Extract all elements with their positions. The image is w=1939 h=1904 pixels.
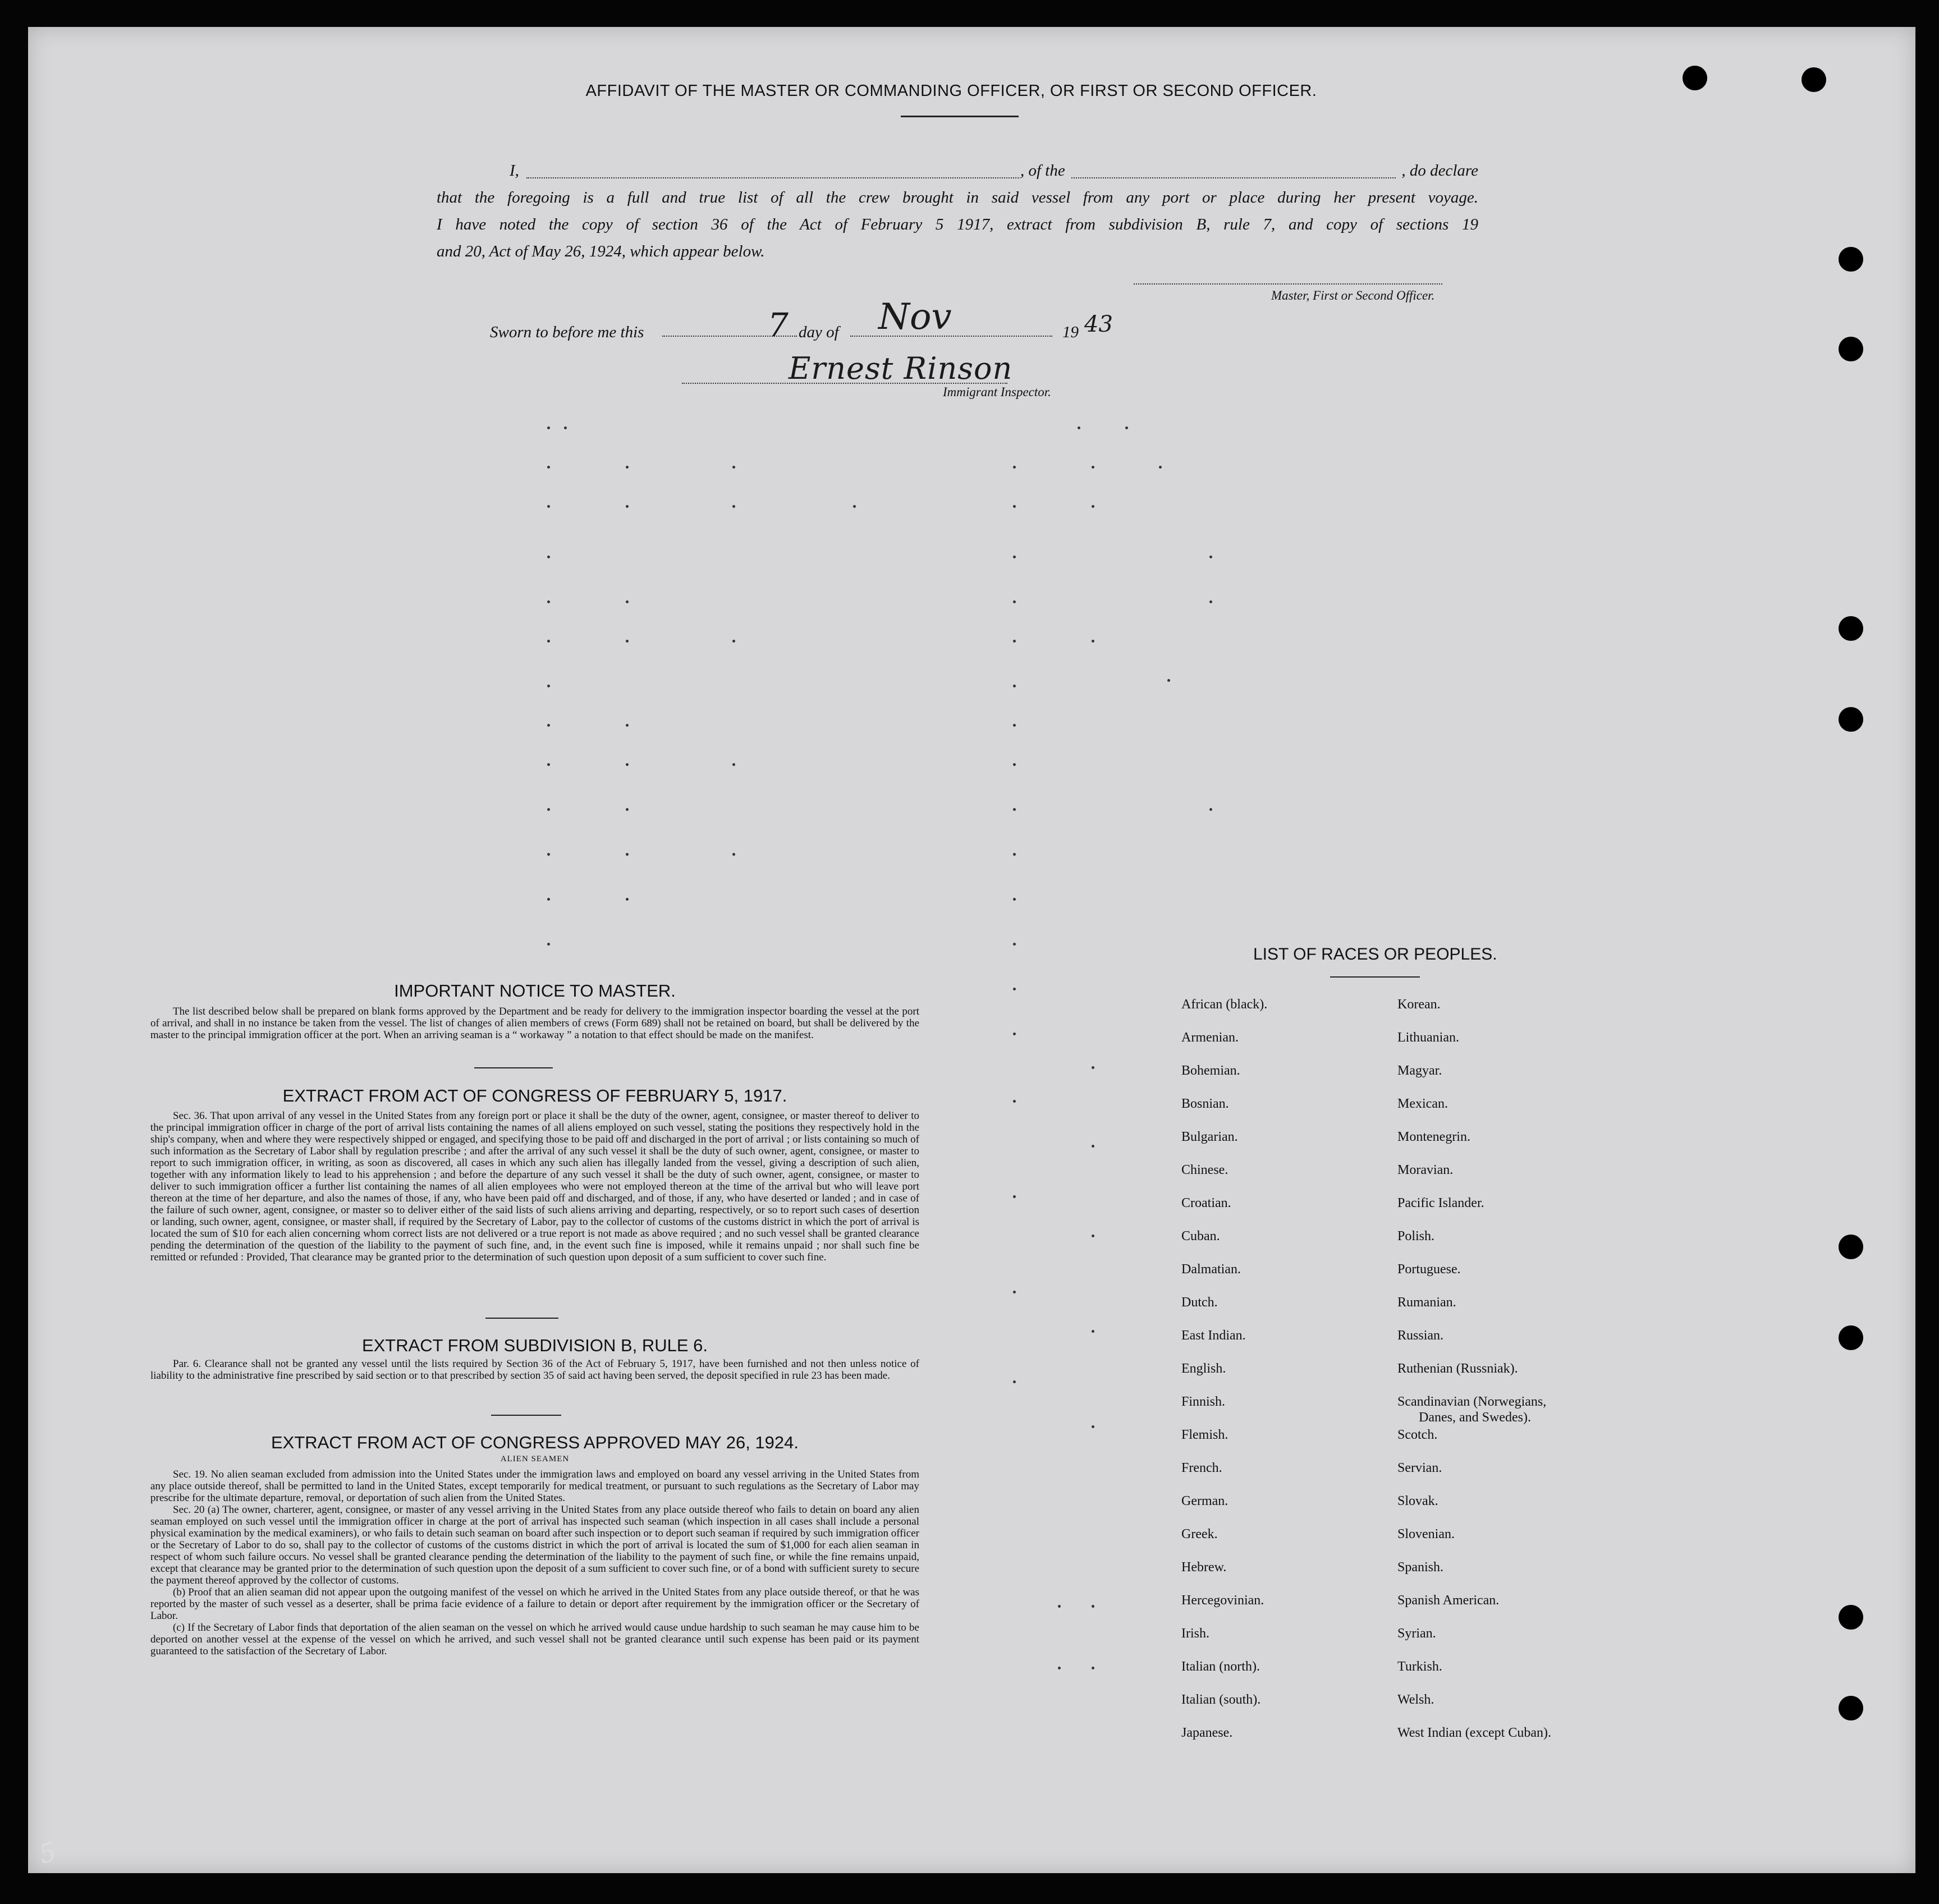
print-dot bbox=[732, 466, 735, 469]
print-dot bbox=[1013, 640, 1016, 643]
binder-hole-icon bbox=[1839, 1325, 1863, 1350]
race-item: Montenegrin. bbox=[1397, 1130, 1470, 1144]
race-item: Armenian. bbox=[1181, 1030, 1239, 1045]
print-dot bbox=[547, 943, 550, 946]
print-dot bbox=[1125, 426, 1128, 429]
race-item: Japanese. bbox=[1181, 1726, 1233, 1740]
declaration-line-3: I have noted the copy of section 36 of the Act of February 5 1917, extract from subdivision B, rule 7, and copy of sections 19 bbox=[437, 215, 1478, 233]
binder-hole-icon bbox=[1683, 66, 1707, 90]
race-item: French. bbox=[1181, 1461, 1222, 1475]
print-dot bbox=[1013, 1195, 1016, 1198]
print-dot bbox=[1013, 943, 1016, 946]
print-dot bbox=[626, 808, 629, 811]
sworn-month-handwritten: Nov bbox=[878, 296, 952, 338]
race-item: Spanish American. bbox=[1397, 1593, 1500, 1608]
print-dot bbox=[1092, 1235, 1094, 1237]
print-dot bbox=[1092, 1667, 1094, 1669]
race-item: German. bbox=[1181, 1494, 1229, 1508]
extract-1917-body: Sec. 36. That upon arrival of any vessel in the United States from any foreign port or place it shall be the duty of the owner, agent, consignee, or master thereof to deliver to the principal immigration officer in charge of the port of arrival lists containing the names of all aliens employed on such vessel, stating the positions they respectively hold in the ship's company, when and where they were respectively shipped or engaged, and specifying those to be paid off and discharged in the port of arrival ; or lists containing so much of such information as the Secretary of Labor shall by regulation prescribe ; and after the arrival of any such vessel it shall be the duty of such owner, agent, consignee, or master to report to such immigration officer, in writing, as soon as discovered, all cases in which any such alien has illegally landed from the vessel, giving a description of such alien, together with any information likely to lead to his apprehension ; and before the departure of any such vessel it shall be the duty of such owner, agent, consignee, or master to deliver to such immigration officer a further list containing the names of all alien employees who were not employed thereon at the time of the arrival but who will leave port thereon at the time of her departure, and also the names of those, if any, who have been paid off and discharged, and of those, if any, who have deserted or landed ; and in case of the failure of such owner, agent, consignee, or master so to deliver either of the said lists of such aliens arriving and departing, respectively, or so to report such cases of desertion or landing, such owner, agent, consignee, or master shall, if required by the Secretary of Labor, pay to the collector of customs of the customs district in which the port of arrival is located the sum of $10 for each alien concerning whom correct lists are not delivered or a true report is not made as above required ; and no such vessel shall be granted clearance pending the determination of the question of the liability to the payment of such fine, and, in the event such fine is imposed, while it remains unpaid ; nor shall such fine be remitted or refunded : Provided, That clearance may be granted prior to the determination of such question upon deposit of a sum sufficient to cover such fine. bbox=[150, 1110, 919, 1263]
race-item: Dutch. bbox=[1181, 1295, 1218, 1310]
print-dot bbox=[1209, 808, 1212, 811]
print-dot bbox=[732, 640, 735, 643]
race-item: Magyar. bbox=[1397, 1063, 1442, 1078]
print-dot bbox=[626, 640, 629, 643]
print-dot bbox=[547, 763, 550, 766]
race-item: Syrian. bbox=[1397, 1626, 1436, 1641]
race-item: Welsh. bbox=[1397, 1692, 1434, 1707]
section-20a: Sec. 20 (a) The owner, charterer, agent, consignee, or master of any vessel arriving in the United States from any place outside thereof who fails to detain on board any alien seaman employed on such vessel until the immigration officer in charge at the port of arrival has inspected such seaman (which inspection in all cases shall include a personal physical examination by the medical examiners), or who fails to detain such seaman on board after such inspection or to deport such seaman if required by such immigration officer or the Secretary of Labor to do so, shall pay to the collector of customs of the customs district in which the port of arrival is located the sum of $1,000 for each alien seaman in respect of whom such failure occurs. No vessel shall be granted clearance pending the determination of the liability to the payment of such fine, or while the fine remains unpaid, except that clearance may be granted prior to the determination of such question upon the deposit of a sum sufficient to cover such fine, or of a bond with sufficient surety to secure the payment thereof approved by the collector of customs. bbox=[150, 1504, 919, 1586]
binder-hole-icon bbox=[1802, 67, 1826, 92]
print-dot bbox=[1159, 466, 1162, 469]
print-dot bbox=[1092, 640, 1094, 643]
race-item: Scotch. bbox=[1397, 1428, 1438, 1442]
race-item: Bulgarian. bbox=[1181, 1130, 1238, 1144]
print-dot bbox=[1209, 600, 1212, 603]
margin-mark: 5 bbox=[35, 1836, 59, 1870]
race-item: Slovak. bbox=[1397, 1494, 1438, 1508]
race-item: Polish. bbox=[1397, 1229, 1435, 1244]
race-item: West Indian (except Cuban). bbox=[1397, 1726, 1551, 1740]
race-item: Hercegovinian. bbox=[1181, 1593, 1264, 1608]
subdivision-b-title: EXTRACT FROM SUBDIVISION B, RULE 6. bbox=[361, 1336, 708, 1355]
print-dot bbox=[732, 505, 735, 508]
print-dot bbox=[1058, 1605, 1061, 1608]
alien-seamen-subtitle: ALIEN SEAMEN bbox=[500, 1455, 570, 1463]
print-dot bbox=[1013, 1033, 1016, 1035]
affidavit-title: AFFIDAVIT OF THE MASTER OR COMMANDING OFFICER, OR FIRST OR SECOND OFFICER. bbox=[585, 82, 1317, 100]
race-item: Dalmatian. bbox=[1181, 1262, 1241, 1277]
race-item: Lithuanian. bbox=[1397, 1030, 1459, 1045]
extract-1924-title: EXTRACT FROM ACT OF CONGRESS APPROVED MAY 26, 1924. bbox=[271, 1433, 799, 1452]
master-signature-line bbox=[1134, 283, 1442, 285]
print-dot bbox=[547, 556, 550, 558]
race-item: Moravian. bbox=[1397, 1163, 1454, 1177]
race-item: Croatian. bbox=[1181, 1196, 1231, 1210]
print-dot bbox=[1013, 1100, 1016, 1103]
print-dot bbox=[547, 808, 550, 811]
print-dot bbox=[1092, 1605, 1094, 1608]
print-dot bbox=[547, 640, 550, 643]
race-item: Portuguese. bbox=[1397, 1262, 1461, 1277]
print-dot bbox=[1092, 1330, 1094, 1333]
year-prefix: 19 bbox=[1062, 323, 1079, 341]
title-underline bbox=[901, 116, 1019, 117]
print-dot bbox=[547, 853, 550, 856]
race-item: English. bbox=[1181, 1361, 1226, 1376]
print-dot bbox=[626, 600, 629, 603]
print-dot bbox=[1013, 685, 1016, 687]
race-item: Bohemian. bbox=[1181, 1063, 1240, 1078]
binder-hole-icon bbox=[1839, 1696, 1863, 1721]
print-dot bbox=[1013, 988, 1016, 990]
race-item: Irish. bbox=[1181, 1626, 1209, 1641]
print-dot bbox=[1167, 679, 1170, 682]
sworn-day-handwritten: 7 bbox=[768, 306, 789, 344]
print-dot bbox=[626, 505, 629, 508]
race-item: Mexican. bbox=[1397, 1096, 1448, 1111]
print-dot bbox=[1092, 1425, 1094, 1428]
race-item: Greek. bbox=[1181, 1527, 1218, 1541]
race-item: Rumanian. bbox=[1397, 1295, 1456, 1310]
print-dot bbox=[547, 600, 550, 603]
binder-hole-icon bbox=[1839, 337, 1863, 361]
year-handwritten: 43 bbox=[1084, 311, 1113, 337]
print-dot bbox=[853, 505, 856, 508]
print-dot bbox=[1013, 853, 1016, 856]
declaration-line-4: and 20, Act of May 26, 1924, which appear below. bbox=[437, 242, 765, 260]
inspector-caption: Immigrant Inspector. bbox=[943, 385, 1051, 399]
print-dot bbox=[1058, 1667, 1061, 1669]
races-title-underline bbox=[1330, 976, 1420, 978]
day-of-label: day of bbox=[799, 323, 839, 341]
print-dot bbox=[1013, 808, 1016, 811]
print-dot bbox=[1078, 426, 1080, 429]
print-dot bbox=[626, 466, 629, 469]
binder-hole-icon bbox=[1839, 1605, 1863, 1630]
race-item: Hebrew. bbox=[1181, 1560, 1227, 1575]
print-dot bbox=[1209, 556, 1212, 558]
race-item: Bosnian. bbox=[1181, 1096, 1229, 1111]
print-dot bbox=[547, 724, 550, 727]
declaration-i: I, bbox=[510, 162, 519, 180]
binder-hole-icon bbox=[1839, 616, 1863, 641]
section-20c: (c) If the Secretary of Labor finds that deportation of the alien seaman on the vessel on which he arrived would cause undue hardship to such seaman he may cause him to be deported on another vessel at the expense of the vessel on which he arrived, and such vessel shall not be granted clearance until such expense has been paid or its payment guaranteed to the satisfaction of the Secretary of Labor. bbox=[150, 1622, 919, 1657]
print-dot bbox=[547, 685, 550, 687]
print-dot bbox=[1092, 466, 1094, 469]
print-dot bbox=[1013, 1380, 1016, 1383]
declaration-do-declare: , do declare bbox=[1396, 157, 1478, 184]
print-dot bbox=[1013, 763, 1016, 766]
print-dot bbox=[732, 853, 735, 856]
race-item: Russian. bbox=[1397, 1328, 1444, 1343]
race-item: Ruthenian (Russniak). bbox=[1397, 1361, 1518, 1376]
print-dot bbox=[547, 466, 550, 469]
print-dot bbox=[626, 724, 629, 727]
extract-1917-divider bbox=[485, 1318, 558, 1319]
notice-body: The list described below shall be prepared on blank forms approved by the Department and be ready for delivery to the immigration inspector boarding the vessel at the port of arrival, and shall in no instance be taken from the vessel. The list of changes of alien members of crews (Form 689) shall not be retained on board, but shall be delivered by the master to the principal immigration officer at the port. When an arriving seaman is a “ workaway ” a notation to that effect should be made on the manifest. bbox=[150, 1006, 919, 1041]
print-dot bbox=[547, 426, 550, 429]
race-item: East Indian. bbox=[1181, 1328, 1246, 1343]
print-dot bbox=[1092, 505, 1094, 508]
race-item: Korean. bbox=[1397, 997, 1441, 1012]
race-item: Pacific Islander. bbox=[1397, 1196, 1484, 1210]
print-dot bbox=[732, 763, 735, 766]
race-item: African (black). bbox=[1181, 997, 1268, 1012]
section-20b: (b) Proof that an alien seaman did not appear upon the outgoing manifest of the vessel on which he arrived in the United States from any place outside thereof, or that he was reported by the master of such vessel as a deserter, shall be prima facie evidence of a failure to detain or deport after requirement by the immigration officer or the Secretary of Labor. bbox=[150, 1586, 919, 1622]
race-item: Chinese. bbox=[1181, 1163, 1229, 1177]
extract-1924-body bbox=[150, 1469, 919, 1657]
master-caption: Master, First or Second Officer. bbox=[1271, 288, 1435, 302]
subdivision-b-divider bbox=[491, 1415, 561, 1416]
print-dot bbox=[1013, 466, 1016, 469]
declaration-of-the: , of the bbox=[1020, 157, 1071, 184]
race-item: Scandinavian (Norwegians, bbox=[1397, 1394, 1547, 1409]
affidavit-declaration bbox=[437, 157, 1478, 265]
print-dot bbox=[1013, 505, 1016, 508]
race-item: Servian. bbox=[1397, 1461, 1442, 1475]
print-dot bbox=[547, 898, 550, 901]
binder-hole-icon bbox=[1839, 1235, 1863, 1259]
section-19: Sec. 19. No alien seaman excluded from admission into the United States under the immigration laws and employed on board any vessel arriving in the United States from any place outside thereof, shall be permitted to land in the United States, except temporarily for medical treatment, or pursuant to such regulations as the Secretary of Labor may prescribe for the ultimate departure, removal, or deportation of such alien from the United States. bbox=[150, 1469, 919, 1504]
race-item: Italian (south). bbox=[1181, 1692, 1261, 1707]
race-item: Italian (north). bbox=[1181, 1659, 1260, 1674]
notice-title: IMPORTANT NOTICE TO MASTER. bbox=[394, 981, 676, 1001]
race-item: Turkish. bbox=[1397, 1659, 1442, 1674]
sworn-prefix: Sworn to before me this bbox=[490, 323, 644, 341]
print-dot bbox=[564, 426, 567, 429]
subdivision-b-body: Par. 6. Clearance shall not be granted any vessel until the lists required by Section 36 of the Act of February 5, 1917, have been furnished and not then unless notice of liability to the administrative fine prescribed by said section or to that prescribed by section 35 of said act having been served, the deposit specified in rule 23 has been made. bbox=[150, 1358, 919, 1382]
print-dot bbox=[626, 898, 629, 901]
race-item: Flemish. bbox=[1181, 1428, 1229, 1442]
extract-1917-title: EXTRACT FROM ACT OF CONGRESS OF FEBRUARY 5, 1917. bbox=[282, 1086, 787, 1105]
print-dot bbox=[1013, 724, 1016, 727]
race-item: Finnish. bbox=[1181, 1394, 1226, 1409]
print-dot bbox=[1013, 898, 1016, 901]
print-dot bbox=[1092, 1066, 1094, 1069]
print-dot bbox=[1013, 1291, 1016, 1293]
declaration-line-2: that the foregoing is a full and true list of all the crew brought in said vessel from any port or place during her present voyage. bbox=[437, 189, 1478, 207]
print-dot bbox=[626, 763, 629, 766]
print-dot bbox=[626, 853, 629, 856]
print-dot bbox=[1092, 1145, 1094, 1148]
race-item: Danes, and Swedes). bbox=[1419, 1410, 1531, 1425]
races-title: LIST OF RACES OR PEOPLES. bbox=[1253, 945, 1497, 964]
print-dot bbox=[1013, 556, 1016, 558]
inspector-signature: Ernest Rinson bbox=[789, 351, 1013, 386]
race-item: Cuban. bbox=[1181, 1229, 1220, 1244]
print-dot bbox=[547, 505, 550, 508]
notice-divider bbox=[474, 1067, 553, 1068]
binder-hole-icon bbox=[1839, 707, 1863, 732]
print-dot bbox=[1013, 600, 1016, 603]
binder-hole-icon bbox=[1839, 247, 1863, 272]
race-item: Slovenian. bbox=[1397, 1527, 1455, 1541]
race-item: Spanish. bbox=[1397, 1560, 1444, 1575]
